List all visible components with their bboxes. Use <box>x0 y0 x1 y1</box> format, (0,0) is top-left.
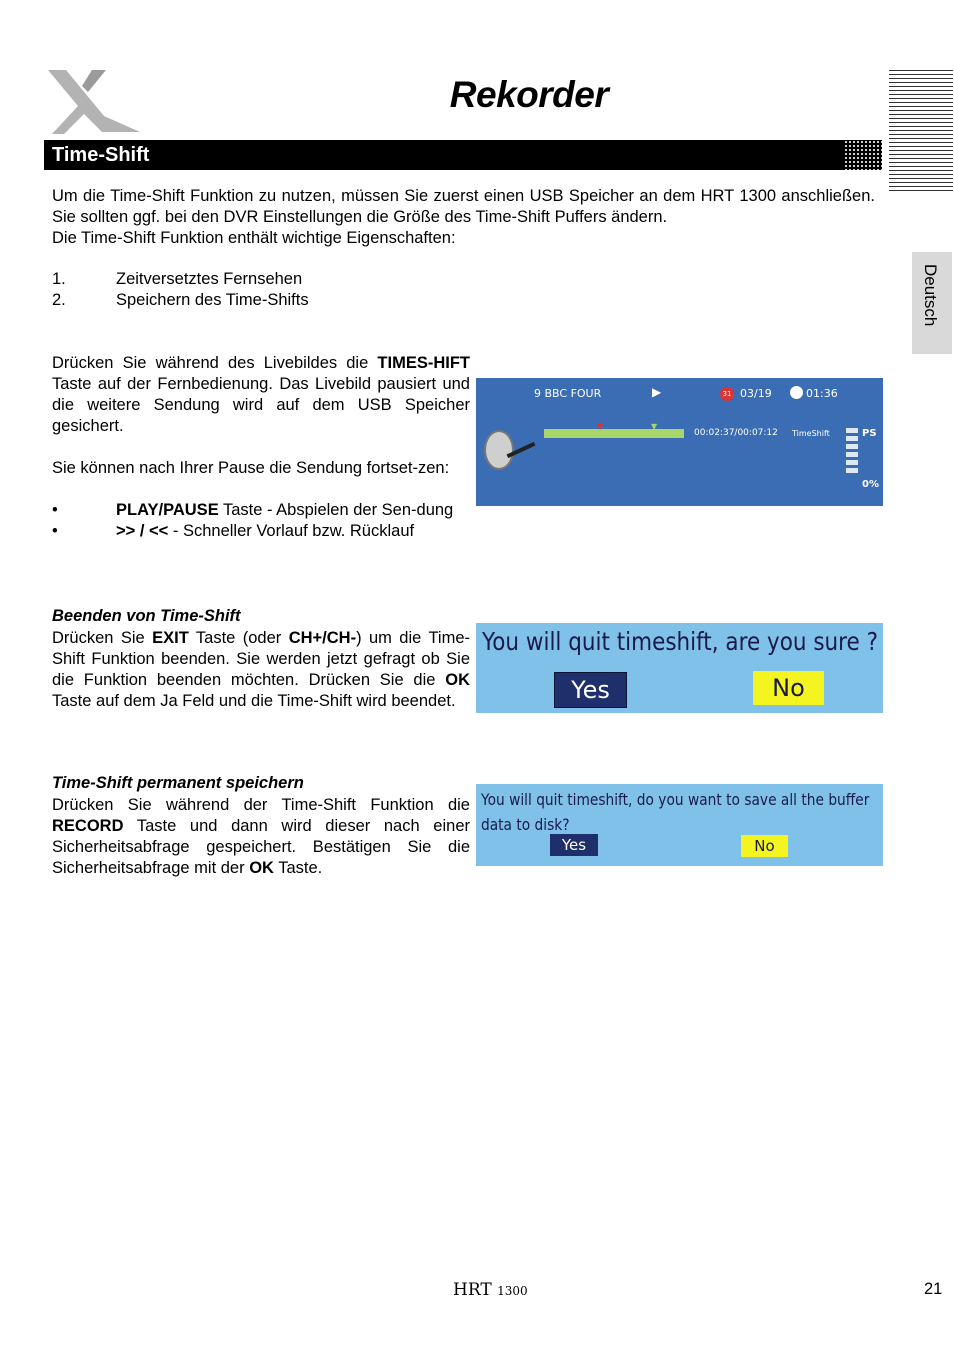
subheading-quit: Beenden von Time-Shift <box>52 607 241 625</box>
list-item: • PLAY/PAUSE Taste - Abspielen der Sen-dung <box>52 501 454 519</box>
position-display: 00:02:37/00:07:12 <box>694 428 778 438</box>
timeshift-label: TimeShift <box>792 429 830 438</box>
dot-pattern <box>844 140 882 170</box>
timeshift-instructions: Drücken Sie während des Livebildes die TIMES-HIFT Taste auf der Fernbedienung. Das Livebild pausiert und die weitere Sendung wird auf dem USB Speicher gesichert. <box>52 354 470 435</box>
intro-paragraph: Um die Time-Shift Funktion zu nutzen, müssen Sie zuerst einen USB Speicher an dem HRT 1300 anschließen. Sie sollten ggf. bei den DVR Einstellungen die Größe des Time-Shift Puffers ändern. <box>52 187 875 226</box>
footer-model: HRT 1300 <box>453 1280 528 1300</box>
buffer-percent: 0% <box>862 479 879 490</box>
clock-icon <box>790 386 803 399</box>
time-display: 01:36 <box>806 387 838 400</box>
quit-dialog-screenshot <box>476 623 883 713</box>
save-dialog-screenshot <box>476 784 883 866</box>
channel-name: 9 BBC FOUR <box>534 387 602 400</box>
timeshift-progress-bar <box>544 429 684 438</box>
no-button[interactable]: No <box>741 835 788 857</box>
date-display: 03/19 <box>740 387 772 400</box>
calendar-icon: 31 <box>720 387 734 401</box>
ps-label: PS <box>862 428 877 439</box>
dialog-question: You will quit timeshift, are you sure ? <box>482 627 879 656</box>
buffer-level-meter <box>846 428 858 476</box>
language-label: Deutsch <box>921 264 940 327</box>
play-icon: ▶ <box>652 385 662 399</box>
dialog-question: You will quit timeshift, do you want to save all the buffer data to disk? <box>481 790 870 834</box>
marker-icon: ▼ <box>651 422 658 431</box>
subheading-save: Time-Shift permanent speichern <box>52 774 304 792</box>
page-title: Rekorder <box>449 74 609 115</box>
language-tab <box>912 252 952 354</box>
save-instructions: Drücken Sie während der Time-Shift Funktion die RECORD Taste und dann wird dieser nach einer Sicherheitsabfrage gespeichert. Bestätigen Sie die Sicherheitsabfrage mit der OK Taste. <box>52 796 470 877</box>
film-reel-icon <box>484 430 514 470</box>
resume-text: Sie können nach Ihrer Pause die Sendung fortset-zen: <box>52 459 450 477</box>
list-item: 2. Speichern des Time-Shifts <box>52 291 309 309</box>
list-item: 1. Zeitversetztes Fernsehen <box>52 270 303 288</box>
page-number: 21 <box>924 1280 943 1298</box>
bullet-list <box>52 500 470 542</box>
feature-list <box>52 269 875 311</box>
intro-paragraph-2: Die Time-Shift Funktion enthält wichtige Eigenschaften: <box>52 229 456 247</box>
marker-icon: ▼ <box>597 422 604 431</box>
timeshift-screenshot <box>476 378 883 506</box>
list-item: • >> / << - Schneller Vorlauf bzw. Rücklauf <box>52 522 415 540</box>
no-button[interactable]: No <box>753 671 824 705</box>
yes-button[interactable]: Yes <box>550 834 598 856</box>
decorative-lines <box>889 70 953 194</box>
quit-instructions: Drücken Sie EXIT Taste (oder CH+/CH-) um die Time-Shift Funktion beenden. Sie werden jetzt gefragt ob Sie die Funktion beenden möchten. Drücken Sie die OK Taste auf dem Ja Feld und die Time-Shift wird beendet. <box>52 629 470 710</box>
yes-button[interactable]: Yes <box>554 672 627 708</box>
section-header <box>44 140 882 170</box>
section-title: Time-Shift <box>52 144 150 166</box>
